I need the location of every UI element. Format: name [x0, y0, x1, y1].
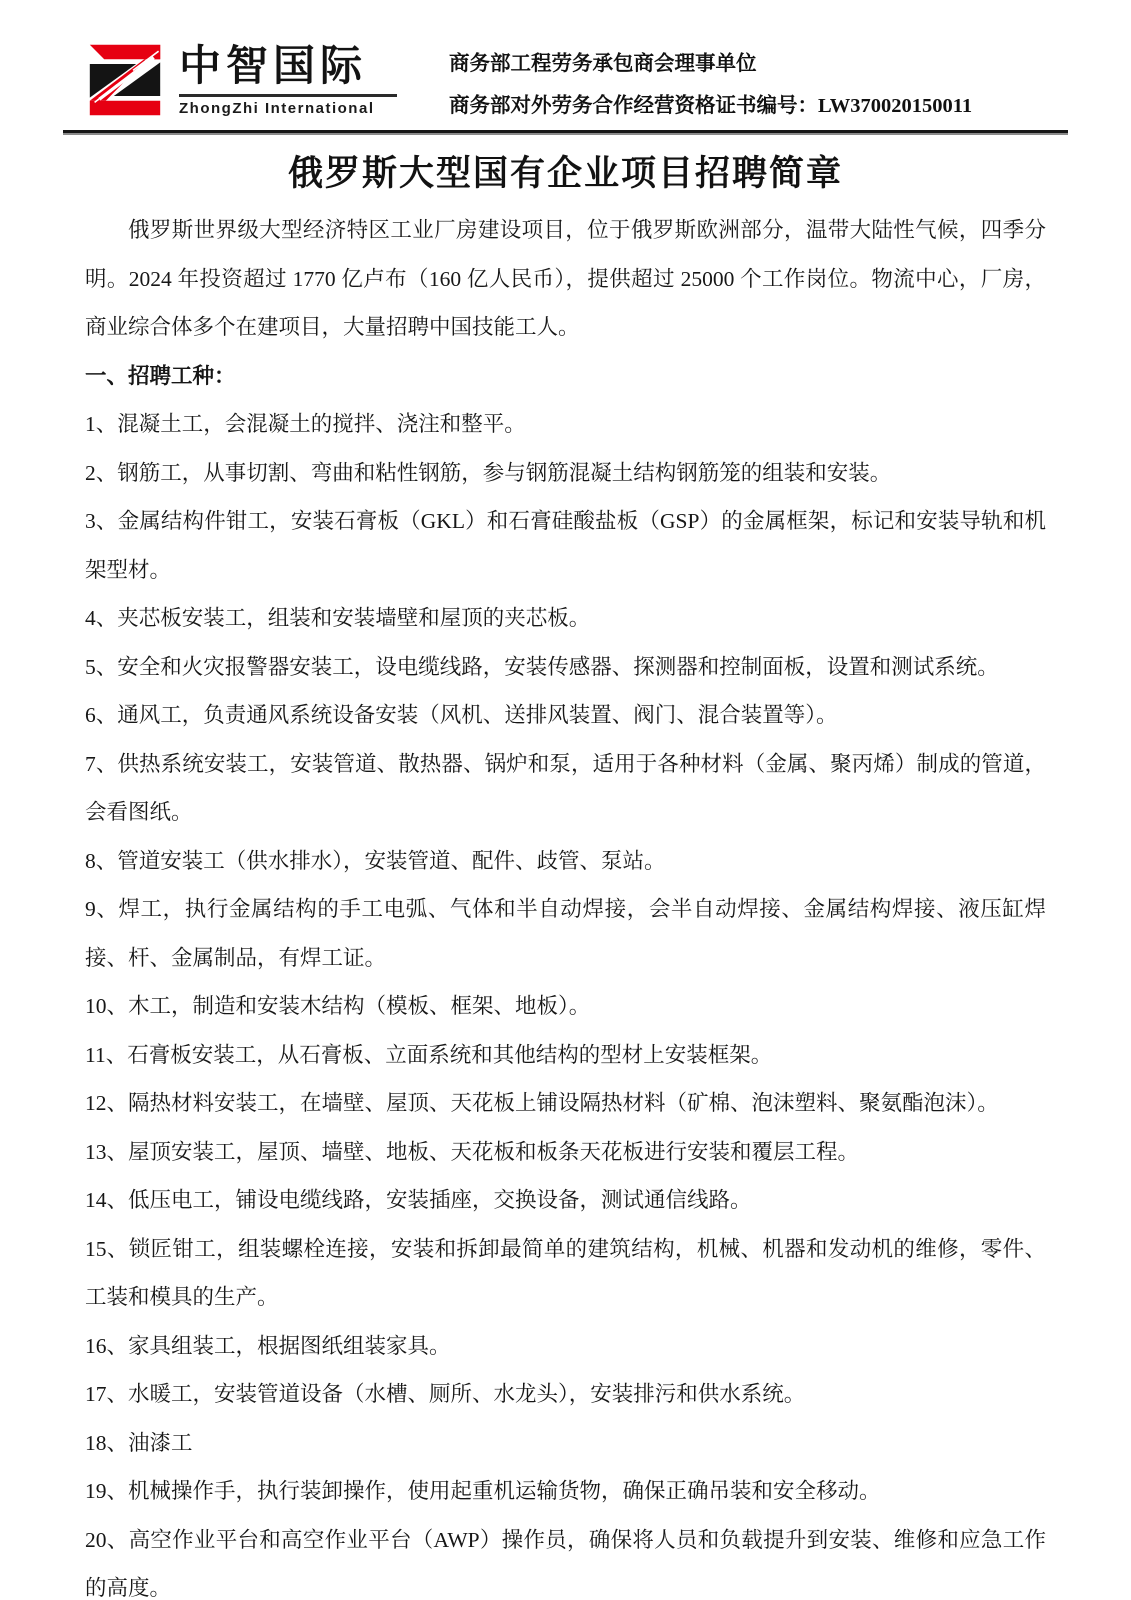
job-item-14: 14、低压电工，铺设电缆线路，安装插座，交换设备，测试通信线路。	[85, 1188, 752, 1212]
company-logo	[85, 40, 397, 120]
job-item-4: 4、夹芯板安装工，组装和安装墙壁和屋顶的夹芯板。	[85, 606, 591, 630]
credential-line-license-number: 商务部对外劳务合作经营资格证书编号：LW370020150011	[449, 94, 973, 117]
document-body	[85, 206, 1046, 1600]
letterhead-rule	[63, 130, 1068, 135]
job-item-6: 6、通风工，负责通风系统设备安装（风机、送排风装置、阀门、混合装置等）。	[85, 703, 838, 727]
company-name-en: ZhongZhi International	[179, 99, 375, 117]
section-heading-job-types: 一、招聘工种：	[85, 363, 236, 388]
company-name-block	[179, 43, 397, 116]
job-item-2: 2、钢筋工，从事切割、弯曲和粘性钢筋，参与钢筋混凝土结构钢筋笼的组装和安装。	[85, 460, 892, 485]
job-item-10: 10、木工，制造和安装木结构（模板、框架、地板）。	[85, 994, 591, 1018]
job-item-11: 11、石膏板安装工，从石膏板、立面系统和其他结构的型材上安装框架。	[85, 1042, 773, 1067]
job-item-13: 13、屋顶安装工，屋顶、墙壁、地板、天花板和板条天花板进行安装和覆层工程。	[85, 1139, 860, 1164]
logo-divider-line	[179, 94, 397, 97]
job-item-18: 18、油漆工	[85, 1430, 193, 1455]
job-item-17: 17、水暖工，安装管道设备（水槽、厕所、水龙头），安装排污和供水系统。	[85, 1382, 806, 1406]
zhongzhi-z-logo-icon	[85, 40, 165, 120]
job-item-8: 8、管道安装工（供水排水），安装管道、配件、歧管、泵站。	[85, 848, 666, 873]
job-item-12: 12、隔热材料安装工，在墙壁、屋顶、天花板上铺设隔热材料（矿棉、泡沫塑料、聚氨酯泡沫）。	[85, 1091, 999, 1115]
job-item-20: 20、高空作业平台和高空作业平台（AWP）操作员，确保将人员和负载提升到安装、维修和应急工作的高度。	[85, 1527, 1046, 1600]
job-item-7: 7、供热系统安装工，安装管道、散热器、锅炉和泵，适用于各种材料（金属、聚丙烯）制成的管道，会看图纸。	[85, 751, 1046, 824]
company-name-cn: 中智国际	[179, 42, 368, 90]
letterhead	[85, 40, 1046, 120]
job-item-15: 15、锁匠钳工，组装螺栓连接，安装和拆卸最简单的建筑结构，机械、机器和发动机的维修，零件、工装和模具的生产。	[85, 1236, 1046, 1309]
job-item-9: 9、焊工，执行金属结构的手工电弧、气体和半自动焊接，会半自动焊接、金属结构焊接、液压缸焊接、杆、金属制品，有焊工证。	[85, 897, 1046, 970]
job-item-16: 16、家具组装工，根据图纸组装家具。	[85, 1333, 451, 1358]
job-item-19: 19、机械操作手，执行装卸操作，使用起重机运输货物，确保正确吊装和安全移动。	[85, 1479, 881, 1503]
job-item-3: 3、金属结构件钳工，安装石膏板（GKL）和石膏硅酸盐板（GSP）的金属框架，标记和安装导轨和机架型材。	[85, 509, 1046, 582]
credential-line-membership: 商务部工程劳务承包商会理事单位	[449, 53, 757, 75]
page-title: 俄罗斯大型国有企业项目招聘简章	[287, 154, 843, 193]
job-item-5: 5、安全和火灾报警器安装工，设电缆线路，安装传感器、探测器和控制面板，设置和测试系统。	[85, 654, 999, 679]
intro-paragraph: 俄罗斯世界级大型经济特区工业厂房建设项目，位于俄罗斯欧洲部分，温带大陆性气候，四季分明。2024 年投资超过 1770 亿卢布（160 亿人民币），提供超过 25000 个工作岗位。物流中心，厂房，商业综合体多个在建项目，大量招聘中国技能工人。	[85, 218, 1046, 339]
job-item-1: 1、混凝土工，会混凝土的搅拌、浇注和整平。	[85, 412, 526, 436]
credentials-block	[449, 40, 972, 116]
